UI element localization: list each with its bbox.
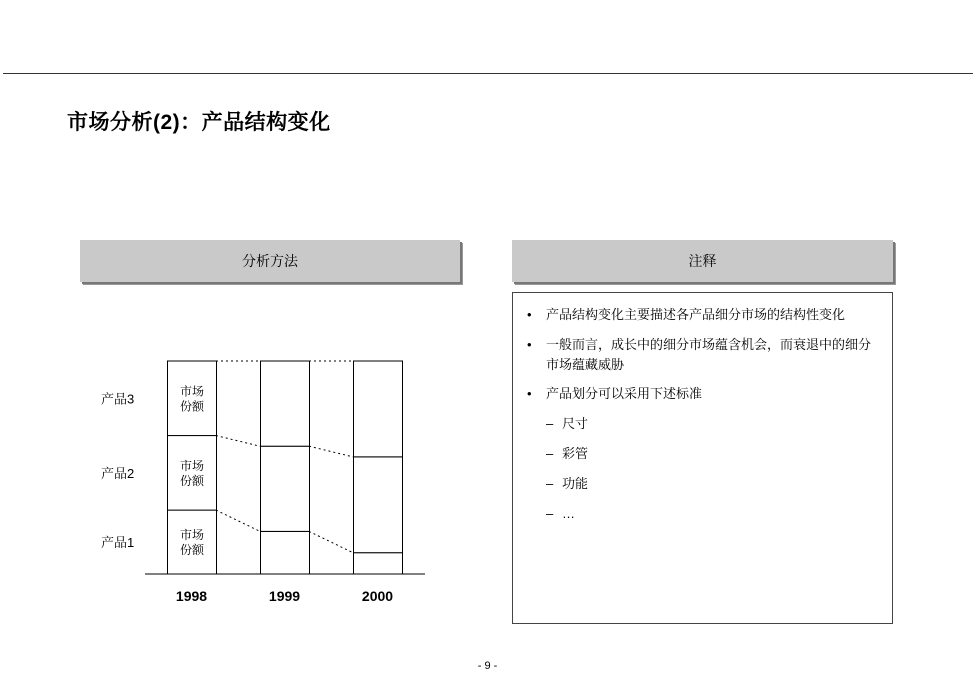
note-sub-item bbox=[546, 504, 575, 524]
segment-label: 份额 bbox=[180, 399, 205, 414]
top-rule bbox=[3, 73, 973, 74]
segment-label: 市场 bbox=[180, 384, 205, 399]
series-label: 产品1 bbox=[101, 535, 135, 551]
bullet-icon: • bbox=[527, 307, 532, 322]
segment-label: 份额 bbox=[180, 473, 205, 488]
bar-segment bbox=[261, 531, 310, 574]
connector-line bbox=[216, 436, 260, 447]
note-text: 产品划分可以采用下述标准 bbox=[546, 386, 703, 401]
stacked-bar-chart-svg bbox=[95, 352, 435, 614]
page-number: - 9 - bbox=[477, 660, 498, 672]
x-tick-label: 2000 bbox=[361, 588, 394, 604]
note-bullet bbox=[527, 335, 882, 375]
connector-line bbox=[309, 531, 353, 552]
bar-segment bbox=[261, 361, 310, 446]
dash-icon: – bbox=[546, 446, 554, 461]
note-sub-item bbox=[546, 474, 588, 494]
sub-item-text: … bbox=[562, 506, 575, 521]
analysis-method-header-label: 分析方法 bbox=[242, 253, 298, 269]
bar-segment bbox=[354, 457, 403, 553]
series-label: 产品3 bbox=[101, 391, 135, 407]
segment-label: 份额 bbox=[180, 543, 205, 558]
page-title: 市场分析(2)：产品结构变化 bbox=[67, 111, 331, 134]
note-text: 产品结构变化主要描述各产品细分市场的结构性变化 bbox=[546, 307, 846, 322]
sub-item-text: 彩管 bbox=[562, 446, 589, 461]
bar-segment bbox=[354, 361, 403, 457]
dash-icon: – bbox=[546, 506, 554, 521]
note-sub-item bbox=[546, 414, 588, 434]
stacked-bar-chart bbox=[95, 352, 435, 619]
connector-line bbox=[309, 446, 353, 457]
dash-icon: – bbox=[546, 416, 554, 431]
notes-box bbox=[512, 292, 893, 624]
notes-header-label: 注释 bbox=[688, 253, 717, 269]
note-text: 一般而言，成长中的细分市场蕴含机会，而衰退中的细分市场蕴藏威胁 bbox=[546, 337, 872, 372]
analysis-method-header bbox=[80, 240, 460, 282]
note-bullet bbox=[527, 384, 882, 404]
bar-segment bbox=[261, 446, 310, 531]
segment-label: 市场 bbox=[180, 528, 205, 543]
segment-label: 市场 bbox=[180, 458, 205, 473]
x-tick-label: 1999 bbox=[268, 588, 301, 604]
sub-item-text: 功能 bbox=[562, 476, 589, 491]
dash-icon: – bbox=[546, 476, 554, 491]
sub-item-text: 尺寸 bbox=[562, 416, 589, 431]
bullet-icon: • bbox=[527, 337, 532, 352]
bar-segment bbox=[354, 553, 403, 574]
note-sub-item bbox=[546, 444, 588, 464]
connector-line bbox=[216, 510, 260, 531]
x-tick-label: 1998 bbox=[175, 588, 208, 604]
notes-header bbox=[512, 240, 893, 282]
bullet-icon: • bbox=[527, 386, 532, 401]
note-bullet bbox=[527, 305, 882, 325]
series-label: 产品2 bbox=[101, 465, 135, 481]
